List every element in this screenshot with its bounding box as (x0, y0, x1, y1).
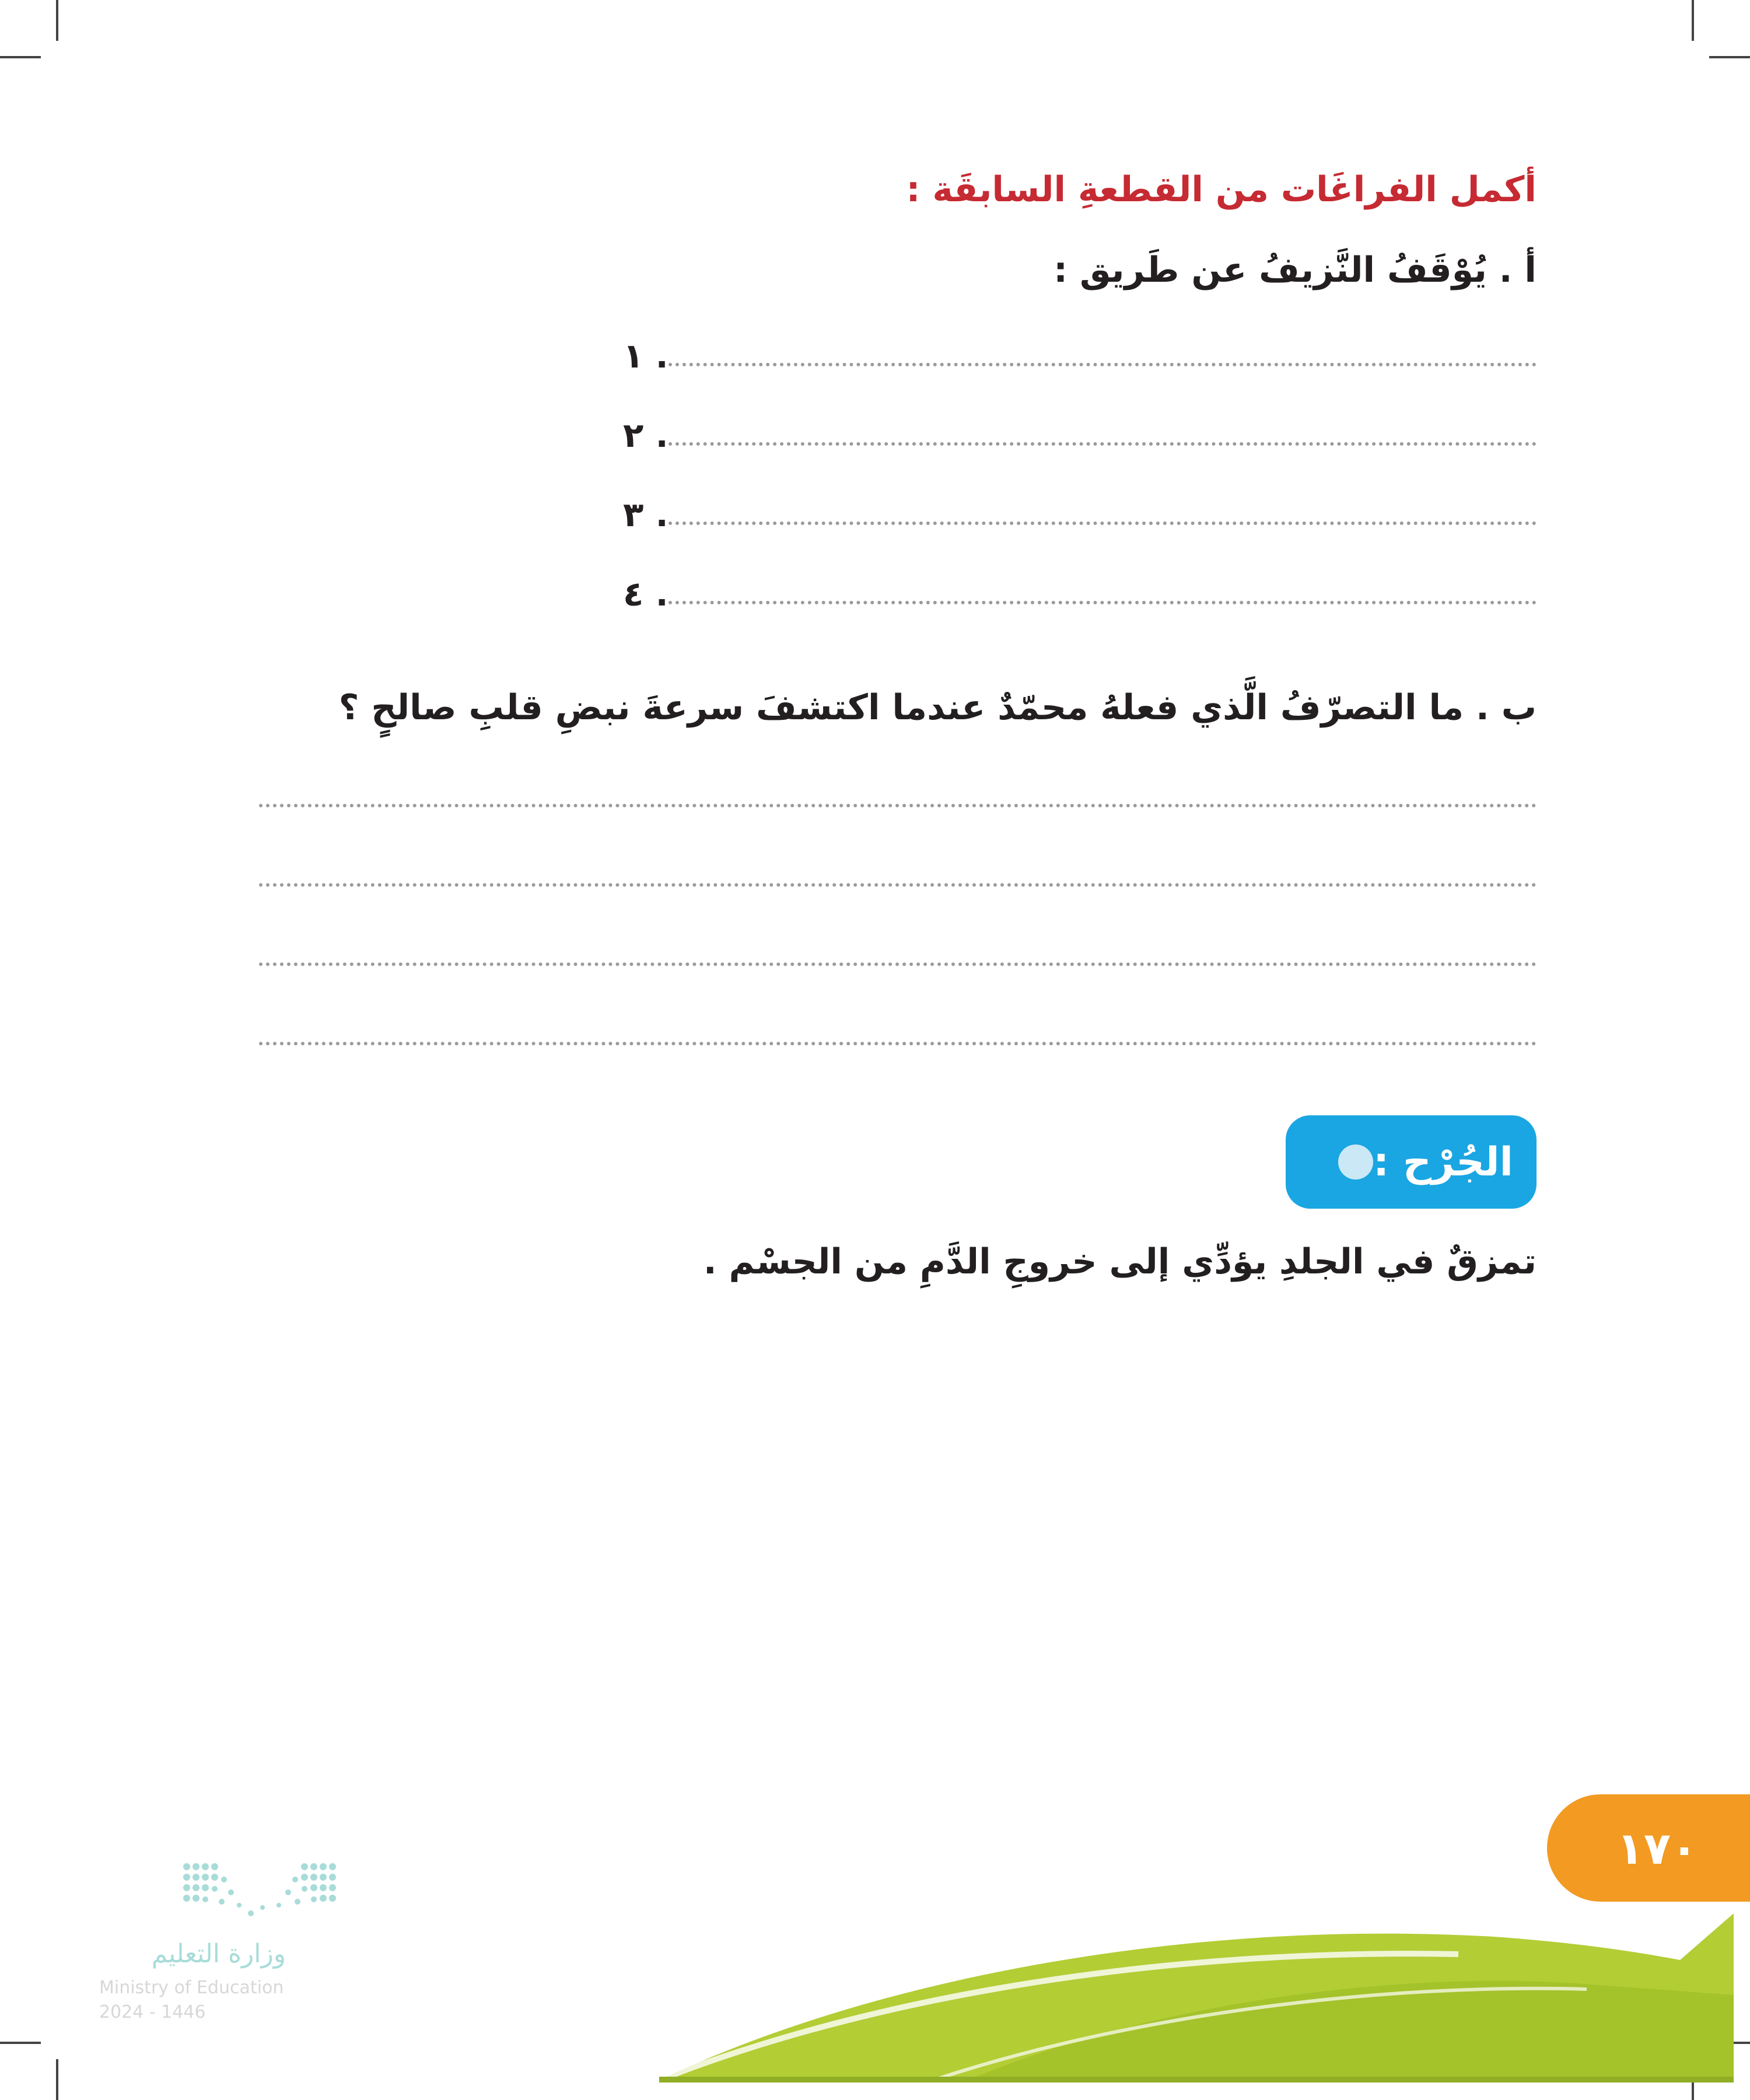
page-number: ١٧٠ (1616, 1822, 1698, 1874)
logo-name-arabic: وزارة التعليم (151, 1939, 286, 1969)
logo-dots-icon (93, 1855, 362, 1937)
fill-line-number: ٤ . (623, 574, 668, 614)
part-b-question: ب . ما التصرّفُ الَّذي فعلهُ محمّدٌ عندما اكتشفَ سرعةَ نبضِ قلبِ صالحٍ ؟ (338, 687, 1536, 728)
part-a-prompt: أ . يُوْقَفُ النَّزيفُ عن طَريق : (1054, 250, 1536, 290)
fill-line-number: ١ . (623, 336, 668, 376)
fill-line-number: ٣ . (623, 495, 668, 534)
fill-line-number: ٢ . (623, 415, 668, 455)
exercise-instruction: أكمل الفراغَات من القطعةِ السابقَة : (906, 169, 1536, 210)
logo-name-english: Ministry of Education (99, 1978, 284, 1998)
logo-year: 2024 - 1446 (99, 2002, 206, 2022)
ministry-logo (93, 1855, 362, 2030)
definition-text: تمزقٌ في الجلدِ يؤدِّي إلى خروجِ الدَّمِ من الجسْم . (703, 1241, 1536, 1282)
page-number-tab (1547, 1794, 1750, 1902)
definition-term: الجُرْح : (1373, 1139, 1513, 1185)
